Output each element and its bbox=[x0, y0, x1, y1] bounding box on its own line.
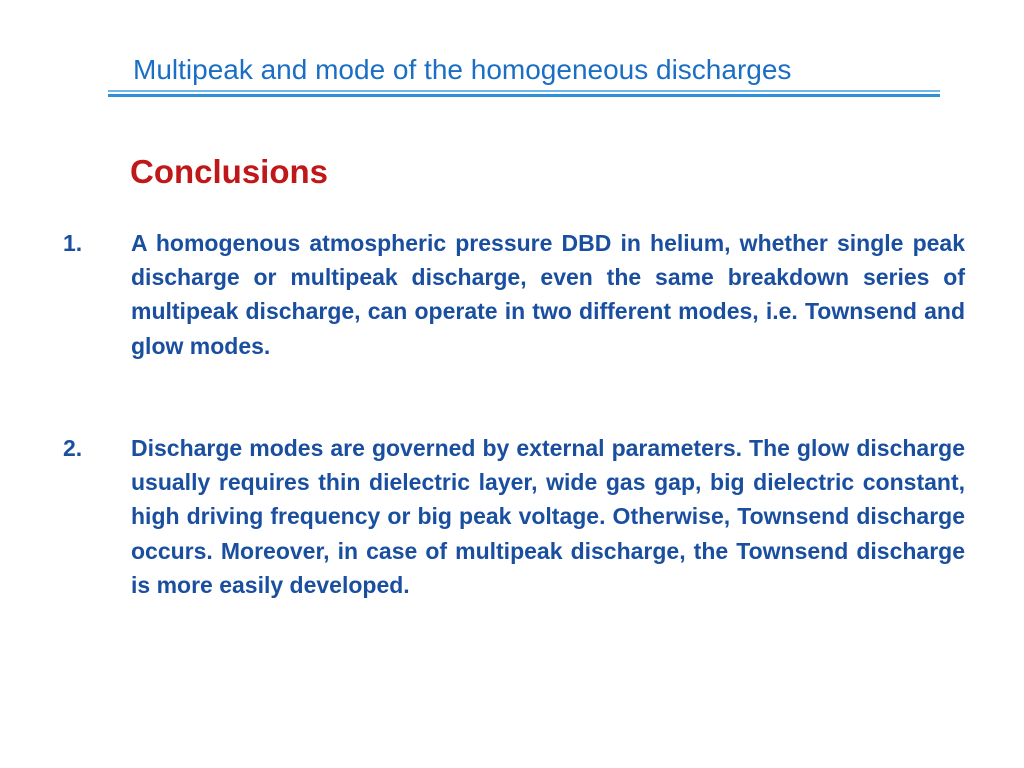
section-heading: Conclusions bbox=[130, 153, 329, 190]
list-item-number: 1. bbox=[63, 230, 83, 256]
list-item-text: Discharge modes are governed by external parameters. The glow discharge usually requires thin dielectric layer, wide gas gap, big dielectric constant, high driving frequency or big peak voltage. Otherwise, Townsend discharge occurs. Moreover, in case of multipeak discharge, the Townsend discharge is more easily developed. bbox=[131, 435, 965, 598]
title-underline bbox=[108, 90, 940, 92]
list-item-number: 2. bbox=[63, 435, 83, 461]
page-title: Multipeak and mode of the homogeneous discharges bbox=[133, 54, 792, 85]
title-underline-accent bbox=[108, 94, 940, 97]
list-item-text: A homogenous atmospheric pressure DBD in helium, whether single peak discharge or multipeak discharge, even the same breakdown series of multipeak discharge, can operate in two different modes, i.e. Townsend and glow modes. bbox=[131, 230, 965, 359]
